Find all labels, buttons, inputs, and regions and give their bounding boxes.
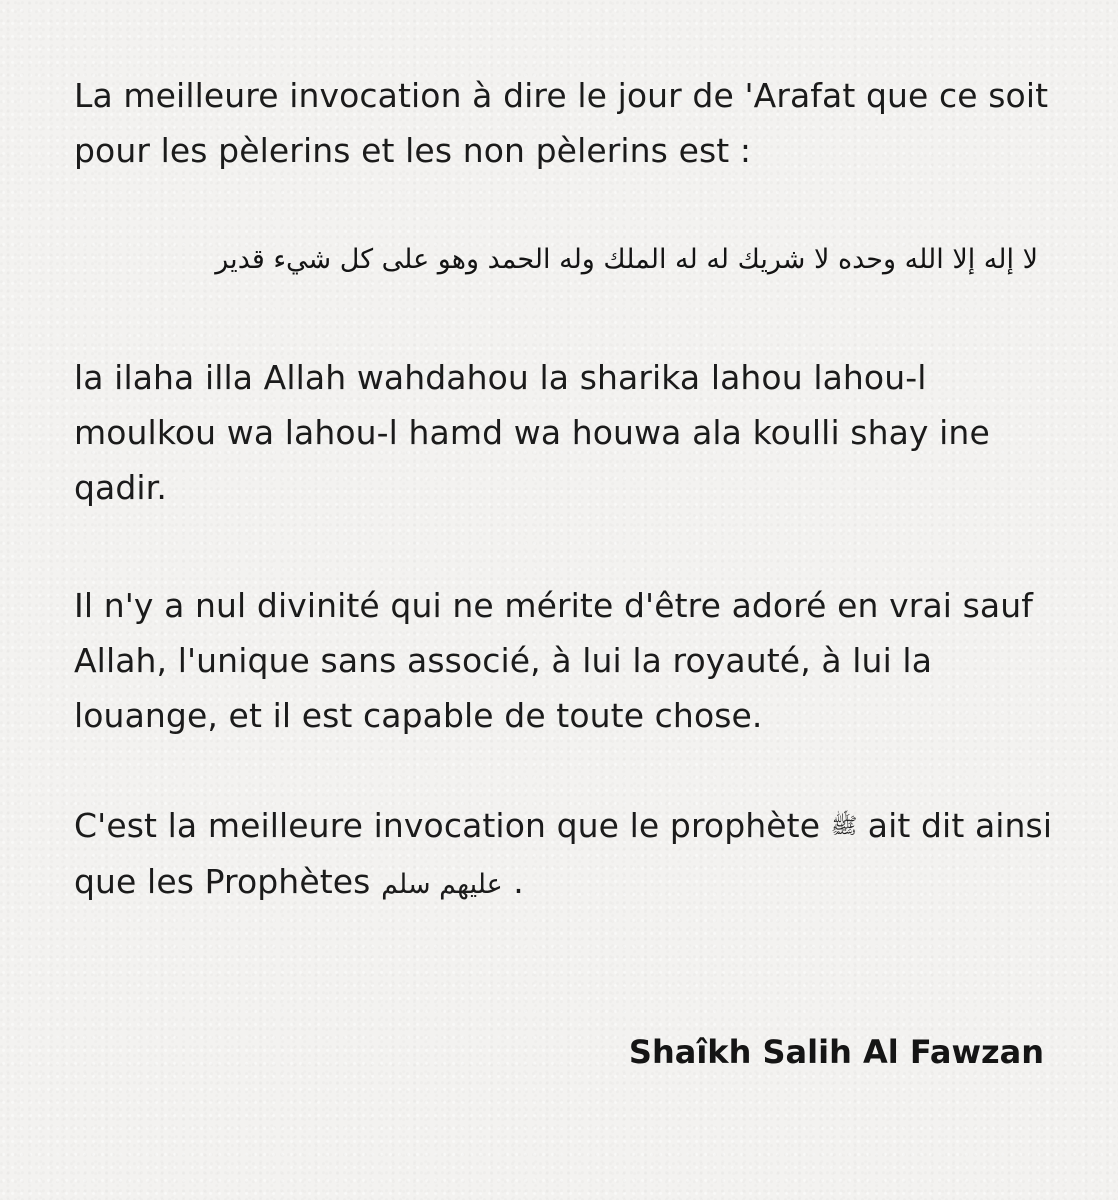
closing-text-start: C'est la meilleure invocation que le prophète <box>74 806 821 845</box>
author-signature: Shaîkh Salih Al Fawzan <box>628 1033 1044 1071</box>
transliteration-paragraph: la ilaha illa Allah wahdahou la sharika lahou lahou-l moulkou wa lahou-l hamd wa houwa ala koulli shay ine qadir. <box>74 358 990 507</box>
prophet-honorific-glyph: ﷺ <box>830 814 858 839</box>
translation-paragraph: Il n'y a nul divinité qui ne mérite d'être adoré en vrai sauf Allah, l'unique sans associé, à lui la royauté, à lui la louange, et il est capable de toute chose. <box>74 586 1033 735</box>
prophets-honorific-arabic: عليهم سلم <box>381 869 503 900</box>
closing-paragraph <box>74 798 1064 912</box>
arabic-invocation: لا إله إلا الله وحده لا شريك له له الملك وله الحمد وهو على كل شيء قدير <box>215 244 1038 275</box>
closing-text-middle: ait dit ainsi que les Prophètes <box>74 806 1053 901</box>
closing-text-end: . <box>513 862 524 901</box>
intro-paragraph: La meilleure invocation à dire le jour de 'Arafat que ce soit pour les pèlerins et les non pèlerins est : <box>74 76 1049 170</box>
